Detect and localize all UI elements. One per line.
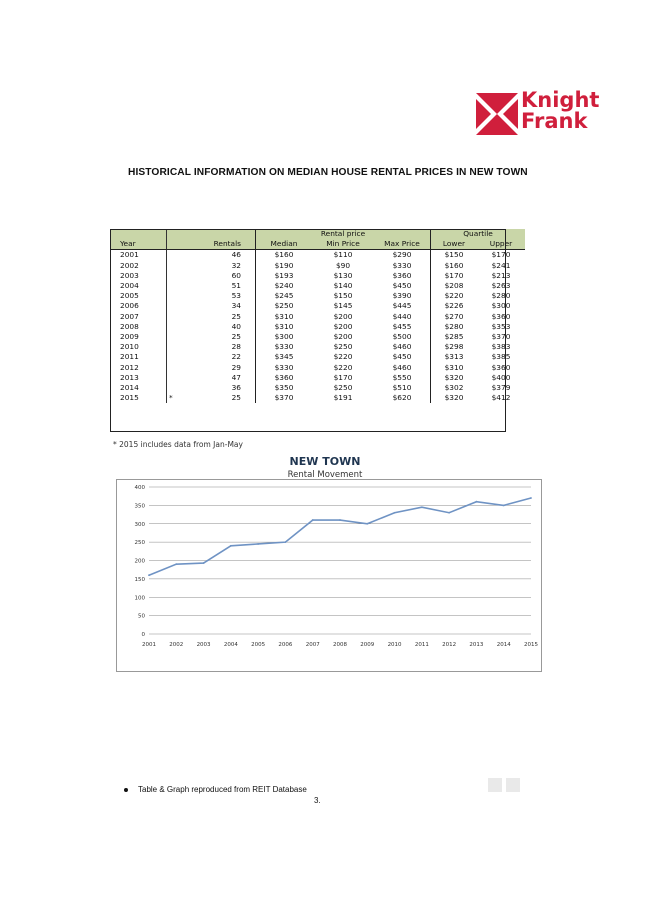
cell-rentals: 25: [231, 332, 241, 342]
logo-mark-icon: [476, 93, 518, 135]
chart-title: NEW TOWN: [289, 455, 361, 468]
cell-median: $360: [256, 373, 313, 383]
cell-mark: [167, 291, 200, 301]
table-row: [110, 301, 525, 311]
cell-mark: *: [167, 393, 200, 403]
line-chart: [117, 480, 543, 673]
y-tick-label: 200: [134, 558, 145, 565]
cell-median: $193: [256, 271, 313, 281]
data-point: [366, 523, 368, 525]
cell-year: 2001: [120, 250, 139, 260]
table-row: [110, 373, 525, 383]
cell-min: $250: [333, 342, 353, 352]
bullet-icon: [124, 788, 128, 792]
cell-min: $191: [333, 393, 353, 403]
cell-year: 2015: [120, 393, 139, 403]
cell-lower: $270: [431, 312, 478, 322]
data-point: [148, 574, 150, 576]
cell-year: 2007: [120, 311, 139, 321]
source-note: [124, 785, 307, 794]
cell-year: 2004: [120, 281, 139, 291]
x-tick-label: 2005: [251, 642, 266, 648]
cell-year: 2005: [120, 291, 139, 301]
y-tick-label: 150: [134, 576, 145, 583]
y-tick-label: 350: [134, 503, 145, 510]
cell-upper: $360: [491, 311, 511, 321]
cell-mark: [167, 281, 200, 291]
col-rentals: Rentals: [199, 239, 256, 250]
cell-rentals: 40: [231, 321, 241, 331]
cell-rentals: 53: [231, 291, 241, 301]
cell-median: $160: [256, 250, 313, 261]
chart-subtitle: Rental Movement: [287, 470, 363, 480]
cell-year: 2006: [120, 301, 139, 311]
cell-mark: [167, 383, 200, 393]
cell-mark: [167, 250, 200, 261]
cell-max: $445: [392, 301, 412, 311]
cell-min: $250: [333, 383, 353, 393]
cell-upper: $241: [491, 260, 511, 270]
table-row: [110, 363, 525, 373]
data-point: [394, 512, 396, 514]
cell-max: $500: [392, 332, 412, 342]
cell-lower: $310: [431, 363, 478, 373]
cell-mark: [167, 261, 200, 271]
cell-min: $220: [333, 352, 353, 362]
logo-text: [521, 90, 599, 132]
cell-max: $330: [392, 260, 412, 270]
cell-max: $455: [392, 321, 412, 331]
cell-mark: [167, 271, 200, 281]
cell-upper: $379: [491, 383, 511, 393]
cell-mark: [167, 301, 200, 311]
cell-max: $460: [392, 342, 412, 352]
y-tick-label: 250: [134, 540, 145, 547]
cell-median: $310: [256, 312, 313, 322]
cell-mark: [167, 322, 200, 332]
y-tick-label: 0: [141, 632, 145, 638]
cell-min: $200: [333, 321, 353, 331]
data-point: [257, 543, 259, 545]
cell-max: $620: [392, 393, 412, 403]
cell-year: 2009: [120, 332, 139, 342]
y-tick-label: 50: [138, 613, 145, 620]
cell-upper: $400: [491, 372, 511, 382]
group-header-quartile: Quartile: [431, 229, 526, 239]
cell-upper: $412: [491, 393, 511, 403]
table-row: [110, 250, 525, 261]
x-tick-label: 2015: [524, 642, 538, 648]
cell-mark: [167, 312, 200, 322]
data-point: [476, 501, 478, 503]
cell-upper: $385: [491, 352, 511, 362]
data-point: [448, 512, 450, 514]
cell-rentals: 47: [231, 372, 241, 382]
footnote: * 2015 includes data from Jan-May: [113, 440, 243, 449]
logo-line-2: Frank: [521, 109, 588, 133]
cell-upper: $353: [491, 321, 511, 331]
cell-min: $200: [333, 311, 353, 321]
cell-lower: $320: [431, 393, 478, 403]
col-min-price: Min Price: [312, 239, 374, 250]
cell-max: $290: [392, 250, 412, 260]
table-row: [110, 291, 525, 301]
col-upper: Upper: [477, 239, 525, 250]
x-tick-label: 2008: [333, 642, 347, 648]
document-title: HISTORICAL INFORMATION ON MEDIAN HOUSE RENTAL PRICES IN NEW TOWN: [128, 167, 528, 178]
col-max-price: Max Price: [374, 239, 431, 250]
cell-lower: $280: [431, 322, 478, 332]
cell-median: $370: [256, 393, 313, 403]
cell-upper: $360: [491, 362, 511, 372]
cell-lower: $320: [431, 373, 478, 383]
cell-max: $450: [392, 352, 412, 362]
cell-max: $510: [392, 383, 412, 393]
cell-median: $240: [256, 281, 313, 291]
x-tick-label: 2011: [414, 642, 429, 648]
cell-min: $200: [333, 332, 353, 342]
table-group-header-row: [110, 229, 525, 239]
cell-year: 2010: [120, 342, 139, 352]
cell-rentals: 36: [231, 383, 241, 393]
cell-median: $345: [256, 352, 313, 362]
table-header-row: [110, 239, 525, 250]
x-tick-label: 2007: [305, 642, 320, 648]
cell-median: $330: [256, 363, 313, 373]
chart-frame: [116, 479, 542, 672]
data-point: [203, 562, 205, 564]
series-line: [149, 498, 531, 575]
logo-line-1: Knight: [521, 88, 600, 112]
data-point: [175, 563, 177, 565]
col-lower: Lower: [431, 239, 478, 250]
y-tick-label: 300: [134, 521, 145, 528]
cell-year: 2002: [120, 260, 139, 270]
group-header-rental-price: Rental price: [256, 229, 431, 239]
cell-min: $145: [333, 301, 353, 311]
cell-upper: $383: [491, 342, 511, 352]
cell-lower: $170: [431, 271, 478, 281]
x-tick-label: 2014: [496, 642, 511, 648]
cell-year: 2013: [120, 372, 139, 382]
cell-mark: [167, 373, 200, 383]
cell-rentals: 46: [231, 250, 241, 260]
cell-lower: $285: [431, 332, 478, 342]
cell-upper: $280: [491, 291, 511, 301]
table-row: [110, 342, 525, 352]
cell-year: 2014: [120, 383, 139, 393]
cell-max: $440: [392, 311, 412, 321]
cell-lower: $313: [431, 352, 478, 362]
cell-min: $170: [333, 372, 353, 382]
data-point: [503, 504, 505, 506]
data-point: [230, 545, 232, 547]
cell-mark: [167, 363, 200, 373]
col-year: Year: [110, 239, 167, 250]
table-row: [110, 332, 525, 342]
cell-rentals: 25: [231, 311, 241, 321]
rental-table: [110, 229, 525, 403]
table-row: [110, 281, 525, 291]
cell-rentals: 34: [231, 301, 241, 311]
cell-max: $390: [392, 291, 412, 301]
y-tick-label: 100: [134, 595, 145, 602]
cell-upper: $300: [491, 301, 511, 311]
cell-rentals: 28: [231, 342, 241, 352]
cell-upper: $170: [491, 250, 511, 260]
cell-max: $550: [392, 372, 412, 382]
cell-max: $460: [392, 362, 412, 372]
cell-rentals: 32: [231, 260, 241, 270]
cell-rentals: 22: [231, 352, 241, 362]
cell-year: 2003: [120, 270, 139, 280]
cell-upper: $263: [491, 281, 511, 291]
col-median: Median: [256, 239, 313, 250]
cell-mark: [167, 332, 200, 342]
cell-lower: $208: [431, 281, 478, 291]
page-number: 3.: [314, 796, 321, 805]
cell-min: $110: [333, 250, 353, 260]
x-tick-label: 2004: [223, 642, 238, 648]
table-row: [110, 352, 525, 362]
data-point: [285, 541, 287, 543]
x-tick-label: 2012: [442, 642, 457, 648]
cell-max: $360: [392, 270, 412, 280]
cell-median: $190: [256, 261, 313, 271]
table-row: [110, 271, 525, 281]
x-tick-label: 2002: [169, 642, 184, 648]
cell-lower: $302: [431, 383, 478, 393]
cell-max: $450: [392, 281, 412, 291]
data-point: [421, 506, 423, 508]
cell-rentals: 25: [231, 393, 241, 403]
cell-lower: $220: [431, 291, 478, 301]
cell-upper: $370: [491, 332, 511, 342]
cell-median: $250: [256, 301, 313, 311]
table-row: [110, 393, 525, 403]
cell-min: $220: [333, 362, 353, 372]
cell-lower: $226: [431, 301, 478, 311]
cell-median: $300: [256, 332, 313, 342]
knight-frank-logo: [476, 88, 600, 138]
table-row: [110, 261, 525, 271]
cell-rentals: 29: [231, 362, 241, 372]
cell-mark: [167, 352, 200, 362]
x-tick-label: 2001: [142, 642, 156, 648]
cell-year: 2012: [120, 362, 139, 372]
cell-min: $130: [333, 270, 353, 280]
cell-min: $90: [335, 260, 351, 270]
x-tick-label: 2010: [387, 642, 402, 648]
cell-lower: $160: [431, 261, 478, 271]
table-row: [110, 383, 525, 393]
data-point: [530, 497, 532, 499]
cell-rentals: 60: [231, 270, 241, 280]
cell-lower: $150: [431, 250, 478, 261]
source-note-text: Table & Graph reproduced from REIT Database: [138, 785, 307, 794]
y-tick-label: 400: [134, 485, 145, 491]
data-point: [339, 519, 341, 521]
watermark-icon: [488, 777, 522, 793]
cell-lower: $298: [431, 342, 478, 352]
cell-median: $310: [256, 322, 313, 332]
cell-min: $150: [333, 291, 353, 301]
x-tick-label: 2003: [196, 642, 211, 648]
table-row: [110, 312, 525, 322]
cell-year: 2011: [120, 352, 139, 362]
cell-year: 2008: [120, 321, 139, 331]
cell-median: $330: [256, 342, 313, 352]
table-row: [110, 322, 525, 332]
x-tick-label: 2013: [469, 642, 484, 648]
cell-rentals: 51: [231, 281, 241, 291]
data-point: [312, 519, 314, 521]
cell-min: $140: [333, 281, 353, 291]
cell-median: $245: [256, 291, 313, 301]
cell-upper: $213: [491, 270, 511, 280]
x-tick-label: 2009: [360, 642, 375, 648]
cell-median: $350: [256, 383, 313, 393]
x-tick-label: 2006: [278, 642, 293, 648]
cell-mark: [167, 342, 200, 352]
